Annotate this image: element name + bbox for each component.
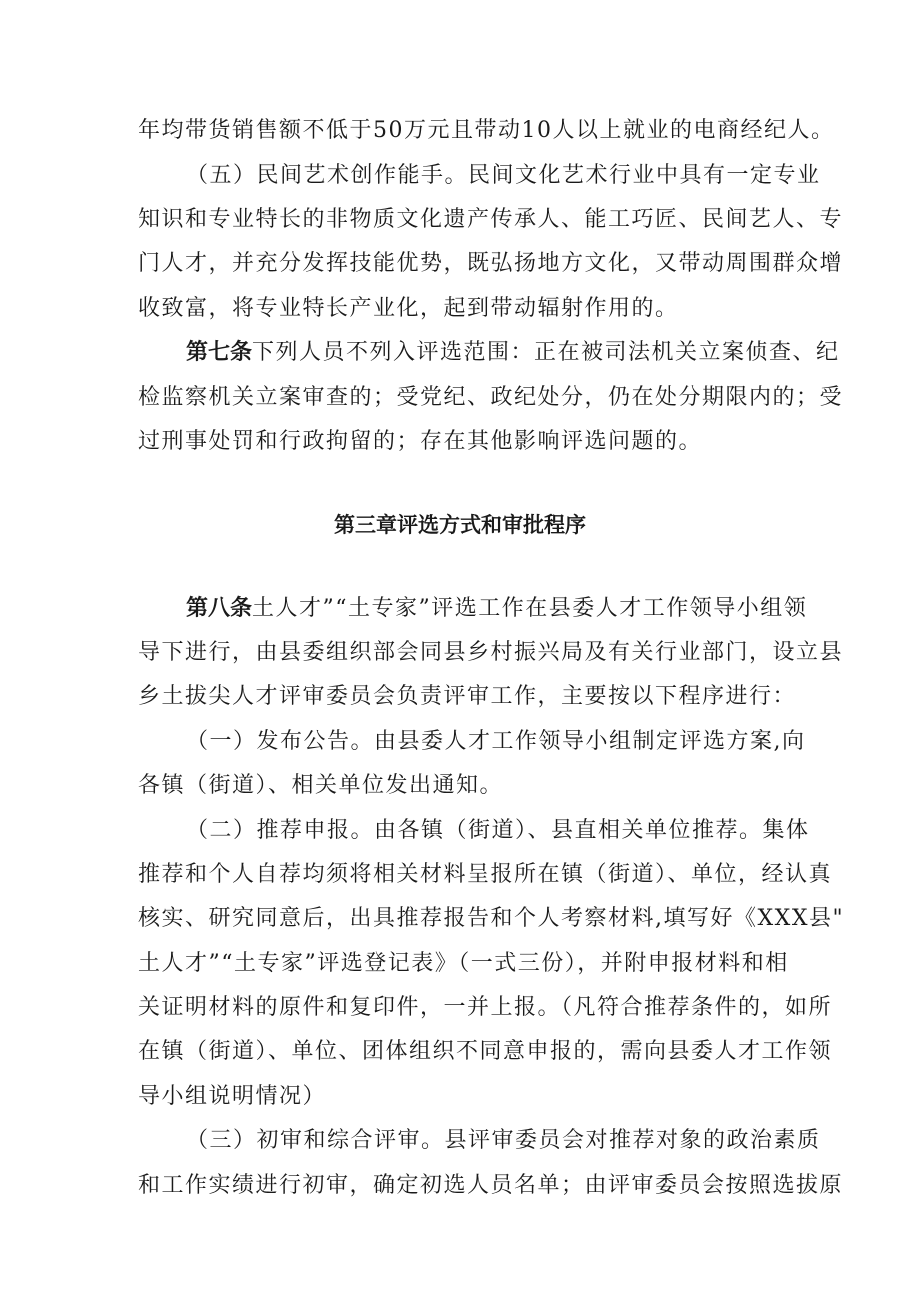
text-line: 乡土拔尖人才评审委员会负责评审工作，主要按以下程序进行： — [138, 684, 797, 709]
article-7-paragraph — [186, 338, 840, 368]
text-line: 核实、研究同意后，出具推荐报告和个人考察材料,填写好《XXX县" — [138, 906, 845, 931]
text-line: （三）初审和综合评审。县评审委员会对推荐对象的政治素质 — [186, 1128, 821, 1153]
text-line: 土人才”“土专家”评选登记表》（一式三份），并附申报材料和相 — [138, 951, 789, 976]
text-line: 门人才，并充分发挥技能优势，既弘扬地方文化，又带动周围群众增 — [138, 251, 844, 276]
article-8-label: 第八条 — [186, 596, 253, 621]
text-line: 在镇（街道）、单位、团体组织不同意申报的，需向县委人才工作领 — [138, 1039, 833, 1064]
text-line: 收致富，将专业特长产业化，起到带动辐射作用的。 — [138, 296, 679, 321]
text-line: （五）民间艺术创作能手。民间文化艺术行业中具有一定专业 — [186, 163, 821, 188]
article-8-paragraph — [186, 594, 808, 624]
text-line: 推荐和个人自荐均须将相关材料呈报所在镇（街道）、单位，经认真 — [138, 862, 833, 887]
chapter-heading: 第三章评选方式和审批程序 — [334, 513, 586, 537]
article-7-label: 第七条 — [186, 340, 253, 365]
text-line: 检监察机关立案审查的；受党纪、政纪处分，仍在处分期限内的；受 — [138, 385, 844, 410]
text-line: 和工作实绩进行初审，确定初选人员名单；由评审委员会按照选拔原 — [138, 1173, 844, 1198]
text-line: 年均带货销售额不低于50万元且带动10人以上就业的电商经纪人。 — [138, 118, 835, 143]
text-line: （二）推荐申报。由各镇（街道）、县直相关单位推荐。集体 — [186, 818, 810, 843]
text-line: 导小组说明情况） — [138, 1084, 327, 1109]
text-line: （一）发布公告。由县委人才工作领导小组制定评选方案,向 — [186, 729, 806, 754]
text-line: 各镇（街道）、相关单位发出通知。 — [138, 773, 504, 798]
text-line: 下列人员不列入评选范围：正在被司法机关立案侦查、纪 — [252, 340, 840, 365]
text-line: 导下进行，由县委组织部会同县乡村振兴局及有关行业部门，设立县 — [138, 640, 844, 665]
text-line: 土人才”“土专家”评选工作在县委人才工作领导小组领 — [252, 596, 808, 621]
text-line: 关证明材料的原件和复印件，一并上报。（凡符合推荐条件的，如所 — [138, 995, 833, 1020]
text-line: 知识和专业特长的非物质文化遗产传承人、能工巧匠、民间艺人、专 — [138, 207, 844, 232]
text-line: 过刑事处罚和行政拘留的；存在其他影响评选问题的。 — [138, 429, 703, 454]
